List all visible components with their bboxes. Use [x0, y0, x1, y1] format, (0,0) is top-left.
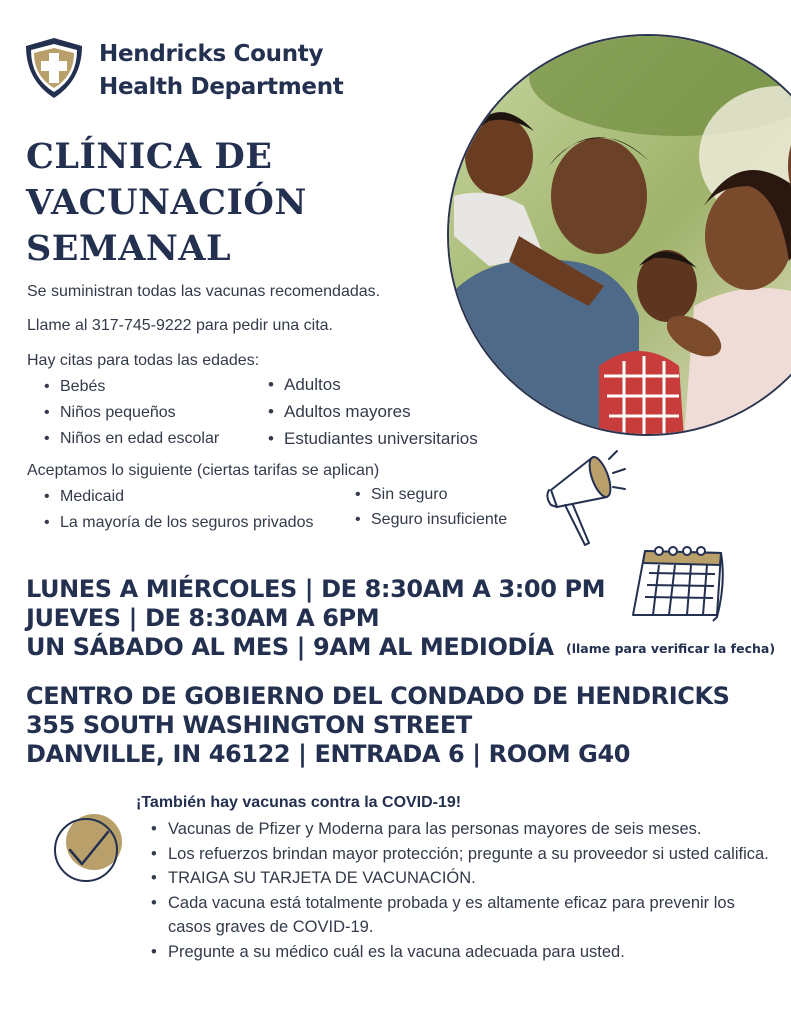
organization-name	[99, 38, 343, 104]
list-item: • Estudiantes universitarios	[268, 425, 478, 452]
address	[26, 682, 730, 769]
accept-list-left	[44, 484, 313, 536]
list-item: • TRAIGA SU TARJETA DE VACUNACIÓN.	[151, 866, 771, 891]
address-line-1: CENTRO DE GOBIERNO DEL CONDADO DE HENDRICKS	[26, 682, 730, 710]
calendar-icon	[629, 543, 725, 623]
megaphone-icon	[543, 445, 631, 550]
address-line-3: DANVILLE, IN 46122 | ENTRADA 6 | ROOM G40	[26, 740, 631, 768]
title-line-1: CLÍNICA DE	[26, 136, 273, 177]
intro-line-1: Se suministran todas las vacunas recomendadas.	[27, 283, 381, 300]
page-title	[26, 134, 307, 272]
covid-heading: ¡También hay vacunas contra la COVID-19!	[136, 794, 462, 811]
covid-list	[151, 817, 771, 964]
list-item: • La mayoría de los seguros privados	[44, 510, 313, 536]
list-item: • Pregunte a su médico cuál es la vacuna adecuada para usted.	[151, 940, 771, 965]
list-item: • Niños en edad escolar	[44, 426, 219, 452]
ages-heading: Hay citas para todas las edades:	[27, 352, 260, 369]
list-item: • Seguro insuficiente	[355, 507, 507, 532]
org-line-2: Health Department	[99, 74, 344, 100]
list-item: • Adultos mayores	[268, 398, 478, 425]
family-photo	[447, 34, 791, 436]
list-item: • Medicaid	[44, 484, 313, 510]
list-item: • Niños pequeños	[44, 400, 219, 426]
checkmark-circle-icon	[50, 810, 126, 886]
schedule	[26, 575, 605, 662]
schedule-note: (llame para verificar la fecha)	[566, 641, 776, 656]
org-line-1: Hendricks County	[99, 41, 324, 67]
ages-list-right	[268, 371, 478, 452]
ages-list-left	[44, 374, 219, 452]
intro-line-2: Llame al 317-745-9222 para pedir una cita.	[27, 317, 333, 334]
accept-heading: Aceptamos lo siguiente (ciertas tarifas se aplican)	[27, 462, 380, 479]
address-line-2: 355 SOUTH WASHINGTON STREET	[26, 711, 472, 739]
list-item: • Bebés	[44, 374, 219, 400]
accept-list-right	[355, 482, 507, 532]
list-item: • Adultos	[268, 371, 478, 398]
schedule-line-2: JUEVES | DE 8:30AM A 6PM	[26, 604, 380, 632]
shield-logo-icon	[22, 36, 86, 100]
list-item: • Vacunas de Pfizer y Moderna para las personas mayores de seis meses.	[151, 817, 771, 842]
list-item: • Los refuerzos brindan mayor protección; pregunte a su proveedor si usted califica.	[151, 842, 771, 867]
schedule-line-3: UN SÁBADO AL MES | 9AM AL MEDIODÍA	[26, 633, 554, 661]
schedule-line-1: LUNES A MIÉRCOLES | DE 8:30AM A 3:00 PM	[26, 575, 606, 603]
title-line-2: VACUNACIÓN	[26, 182, 307, 223]
title-line-3: SEMANAL	[26, 228, 232, 269]
list-item: • Cada vacuna está totalmente probada y es altamente eficaz para prevenir los casos graves de COVID-19.	[151, 891, 771, 940]
list-item: • Sin seguro	[355, 482, 507, 507]
